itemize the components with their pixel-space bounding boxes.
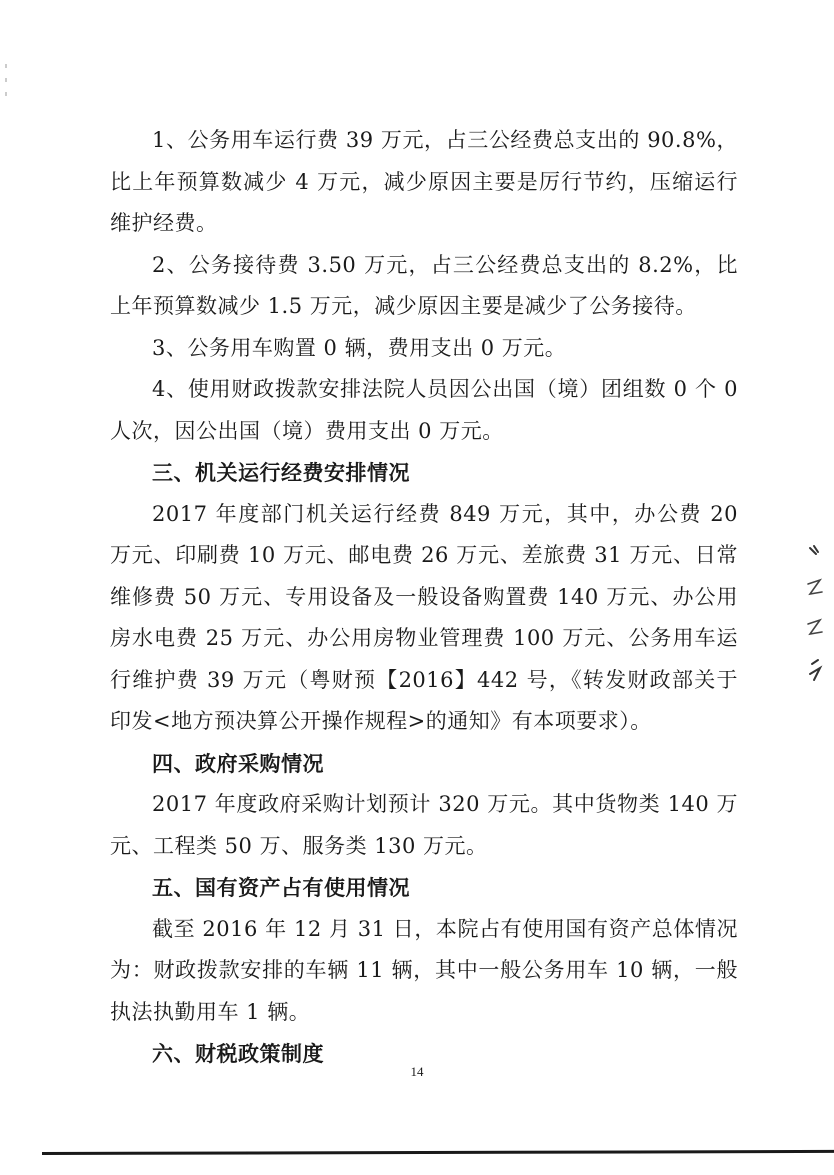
paragraph-vehicle-operating-cost: 1、公务用车运行费 39 万元，占三公经费总支出的 90.8%，比上年预算数减少 4 万元，减少原因主要是厉行节约，压缩运行维护经费。: [110, 128, 738, 235]
section-heading-operating-funds: 三、机关运行经费安排情况: [152, 460, 410, 485]
paragraph-reception-cost: 2、公务接待费 3.50 万元，占三公经费总支出的 8.2%，比上年预算数减少 1.5 万元，减少原因主要是减少了公务接待。: [110, 252, 738, 318]
section-heading-state-assets: 五、国有资产占有使用情况: [152, 875, 410, 900]
scan-edge-marks: [2, 60, 10, 110]
page-number: 14: [410, 1064, 424, 1079]
binding-margin-marks: [800, 540, 830, 710]
section-heading-procurement: 四、政府采购情况: [152, 750, 324, 776]
section-heading-fiscal-policy: 六、财税政策制度: [152, 1041, 324, 1066]
paragraph-vehicle-purchase: 3、公务用车购置 0 辆，费用支出 0 万元。: [152, 335, 567, 360]
paragraph-state-assets: 截至 2016 年 12 月 31 日，本院占有使用国有资产总体情况为：财政拨款安排的车辆 11 辆，其中一般公务用车 10 辆，一般执法执勤用车 1 辆。: [110, 916, 738, 1024]
paragraph-procurement: 2017 年度政府采购计划预计 320 万元。其中货物类 140 万元、工程类 50 万、服务类 130 万元。: [110, 792, 738, 858]
footer-rule: [42, 1150, 834, 1155]
document-body: [110, 120, 738, 1075]
paragraph-overseas-travel: 4、使用财政拨款安排法院人员因公出国（境）团组数 0 个 0 人次，因公出国（境）费用支出 0 万元。: [110, 377, 738, 443]
paragraph-operating-funds: 2017 年度部门机关运行经费 849 万元，其中，办公费 20 万元、印刷费 10 万元、邮电费 26 万元、差旅费 31 万元、日常维修费 50 万元、专用设备及一般设备购置费 140 万元、办公用房水电费 25 万元、办公用房物业管理费 100 万元、公务用车运行维护费 39 万元（粤财预【2016】442 号，《转发财政部关于印发<地方预决算公开操作规程>的通知》有本项要求）。: [110, 501, 738, 733]
